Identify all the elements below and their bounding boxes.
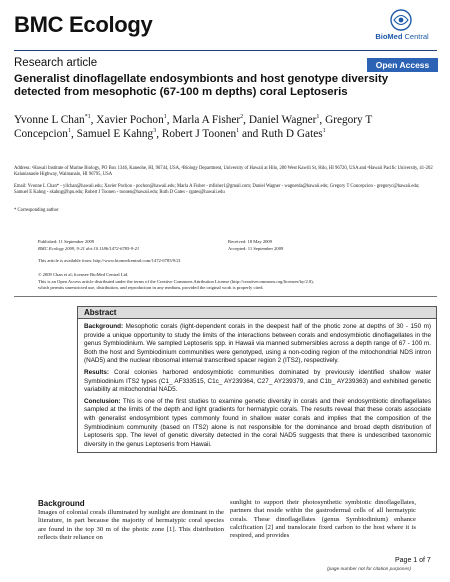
author[interactable]: Robert J Toonen (161, 128, 237, 140)
author[interactable]: Daniel Wagner (248, 114, 317, 126)
open-access-badge: Open Access (367, 58, 438, 72)
license-line-2: which permits unrestricted use, distribution, and reproduction in any medium, provided the original work is properly cited. (38, 285, 264, 290)
logo-wordmark: BioMed Central (375, 32, 429, 41)
author[interactable]: Marla A Fisher (172, 114, 241, 126)
journal-title: BMC Ecology (14, 12, 153, 37)
body-column-left: Images of colonial corals illuminated by sunlight are dominant in the literature, in part because the majority of hermatypic coral species are found in the top 30 m of the photic zone [1]. This distribution reflects their reliance on (38, 509, 224, 541)
copyright: © 2009 Chan et al; licensee BioMed Central Ltd. (38, 272, 129, 277)
article-title: Generalist dinoflagellate endosymbionts and host genotype diversity detected from mesophotic (67-100 m depths) coral Leptoseris (14, 73, 389, 99)
article-url[interactable]: This article is available from: http://www.biomedcentral.com/1472-6785/9/21 (38, 258, 181, 263)
page-note: (page number not for citation purposes) (327, 567, 411, 572)
affiliations: Address: ¹Hawaii Institute of Marine Biology, PO Box 1346, Kaneohe, HI, 96744, USA, ²Biology Department, University of Hawaii at Hilo, 200 West Kawili St, Hilo, HI 96720, USA and ³Hawaii Pacific University, 41-202 Kalanianaole Highway, Waimanalo, HI 96795, USA (14, 166, 433, 178)
author-emails: Email: Yvonne L Chan* - yllchan@hawaii.edu; Xavier Pochon - pochon@hawaii.edu; Marla A Fisher - mfisher1@gmail.com; Daniel Wagner - wagnerda@hawaii.edu; Gregory T Concepcion - gregoryc@hawaii.edu; Samuel E Kahng - skahng@hpu.edu; Robert J Toonen - toonen@hawaii.edu; Ruth D Gates - rgates@hawaii.edu (14, 184, 420, 196)
abstract-box (77, 306, 437, 453)
published-date: Published: 11 September 2009 (38, 239, 95, 244)
abstract-results: Results: Coral colonies harbored endosymbiotic communities dominated by previously identified shallow water Symbiodinium ITS2 types (C1_ AF333515, C1c_ AY239364, C27_ AY239379, and C1b_ AY239363) and exhibited genetic variability at mitochondrial NAD5. (84, 368, 432, 394)
author[interactable]: Gregory T Concepcion (14, 114, 373, 140)
abstract-background: Background: Mesophotic corals (light-dependent corals in the deepest half of the photic zone at depths of 30 - 150 m) provide a unique opportunity to study the limits of the interactions between corals and endosymbiotic dinoflagellates in the genus Symbiodinium. We sampled Leptoseris spp. in Hawaii via manned submersibles across a depth range of 67 - 100 m. Both the host and Symbiodinium communities were genotyped, using a non-coding region of the mitochondrial NDS intron (NAD5) and the nuclear ribosomal internal transcribed spacer region 2 (ITS2), respectively. (84, 323, 431, 365)
author[interactable]: Ruth D Gates (261, 128, 323, 140)
section-divider (14, 296, 437, 297)
header-rule (14, 50, 437, 51)
author[interactable]: Xavier Pochon (96, 114, 164, 126)
abstract-conclusion: Conclusion: This is one of the first studies to examine genetic diversity in corals and their endosymbiotic dinoflagellates sampled at the limits of the depth and light gradients for hermatypic corals. The results reveal that these corals associate with generalist endosymbiont types commonly found in shallow water corals and implies that the composition of the Symbiodinium community (based on ITS2) alone is not responsible for the dominance and broad depth distribution of Leptoseris spp. The level of genetic diversity detected in the coral NAD5 suggests that there is undescribed taxonomic diversity in the genus Leptoseris from Hawaii. (84, 397, 431, 448)
section-heading-background: Background (38, 499, 85, 508)
abstract-body (84, 323, 431, 452)
author[interactable]: Yvonne L Chan (14, 114, 85, 126)
abstract-heading: Abstract (84, 308, 117, 317)
license-line-1[interactable]: This is an Open Access article distributed under the terms of the Creative Commons Attribution License (http://creativecommons.org/licenses/by/2.0), (38, 279, 314, 284)
publisher-logo (366, 8, 438, 46)
accepted-date: Accepted: 11 September 2009 (228, 246, 284, 251)
author[interactable]: Samuel E Kahng (76, 128, 154, 140)
body-column-right: sunlight to support their photosynthetic symbiotic dinoflagellates, partners that reside within the gastrodermal cells of all hermatypic corals. These dinoflagellates (genus Symbiodinium) enhance calcification [2] and translocate fixed carbon to the host where it is respired, and provides (230, 499, 416, 540)
page-number: Page 1 of 7 (395, 557, 431, 564)
corresponding-author-note: * Corresponding author (14, 208, 59, 213)
article-type: Research article (14, 57, 98, 69)
citation: BMC Ecology 2009, 9:21 doi:10.1186/1472-6785-9-21 (38, 246, 140, 251)
received-date: Received: 18 May 2009 (228, 239, 273, 244)
abstract-header (78, 307, 436, 319)
author-list: Yvonne L Chan$^{*1}$, Xavier Pochon$^1$, Marla A Fisher$^2$, Daniel Wagner$^1$, Gregory T Concepcion$^1$, Samuel E Kahng$^3$, Robert J Toonen$^1$ and Ruth D Gates$^1$ (14, 114, 373, 140)
biomed-central-logo-icon (388, 8, 414, 32)
